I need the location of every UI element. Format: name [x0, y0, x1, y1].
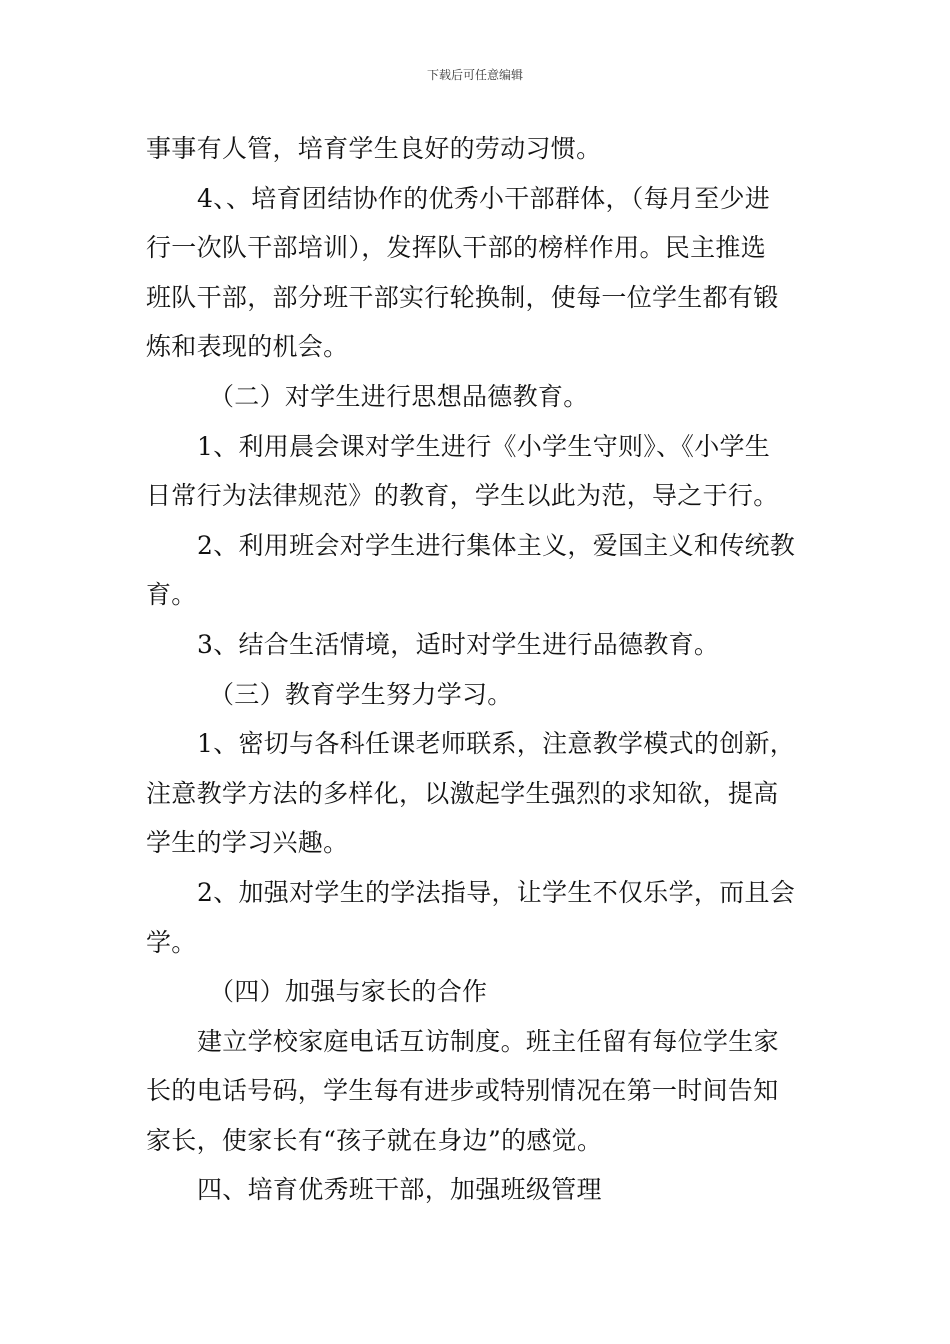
paragraph-line: 行一次队干部培训），发挥队干部的榜样作用。民主推选 [146, 233, 767, 263]
paragraph-line: 日常行为法律规范》的教育，学生以此为范，导之于行。 [146, 481, 779, 511]
section-heading: （二）对学生进行思想品德教育。 [209, 381, 589, 411]
section-heading: 四、培育优秀班干部，加强班级管理 [197, 1175, 602, 1205]
paragraph-line: 3、结合生活情境，适时对学生进行品德教育。 [197, 629, 720, 659]
paragraph-line: 2、利用班会对学生进行集体主义，爱国主义和传统教 [197, 530, 796, 560]
page-header: 下载后可任意编辑 [426, 68, 523, 82]
document-body [146, 124, 812, 1215]
paragraph-line: 注意教学方法的多样化，以激起学生强烈的求知欲，提高 [146, 778, 779, 808]
paragraph-line: 炼和表现的机会。 [146, 332, 349, 362]
paragraph-line: 学。 [146, 927, 197, 957]
paragraph-line: 班队干部，部分班干部实行轮换制，使每一位学生都有锻 [146, 282, 779, 312]
paragraph-line: 学生的学习兴趣。 [146, 828, 349, 858]
paragraph-line: 1、利用晨会课对学生进行《小学生守则》、《小学生 [197, 431, 771, 461]
section-heading: （三）教育学生努力学习。 [209, 679, 513, 709]
paragraph-line: 事事有人管，培育学生良好的劳动习惯。 [146, 134, 602, 163]
paragraph-line: 家长，使家长有“孩子就在身边”的感觉。 [146, 1125, 603, 1155]
paragraph-line: 4、、培育团结协作的优秀小干部群体，（每月至少进 [197, 183, 771, 213]
section-heading: （四）加强与家长的合作 [209, 977, 488, 1007]
paragraph-line: 育。 [146, 580, 197, 610]
paragraph-line: 长的电话号码，学生每有进步或特别情况在第一时间告知 [146, 1076, 779, 1106]
paragraph-line: 2、加强对学生的学法指导，让学生不仅乐学，而且会 [197, 877, 796, 907]
paragraph-line: 建立学校家庭电话互访制度。班主任留有每位学生家 [197, 1026, 779, 1056]
paragraph-line: 1、密切与各科任课老师联系，注意教学模式的创新， [197, 729, 796, 759]
